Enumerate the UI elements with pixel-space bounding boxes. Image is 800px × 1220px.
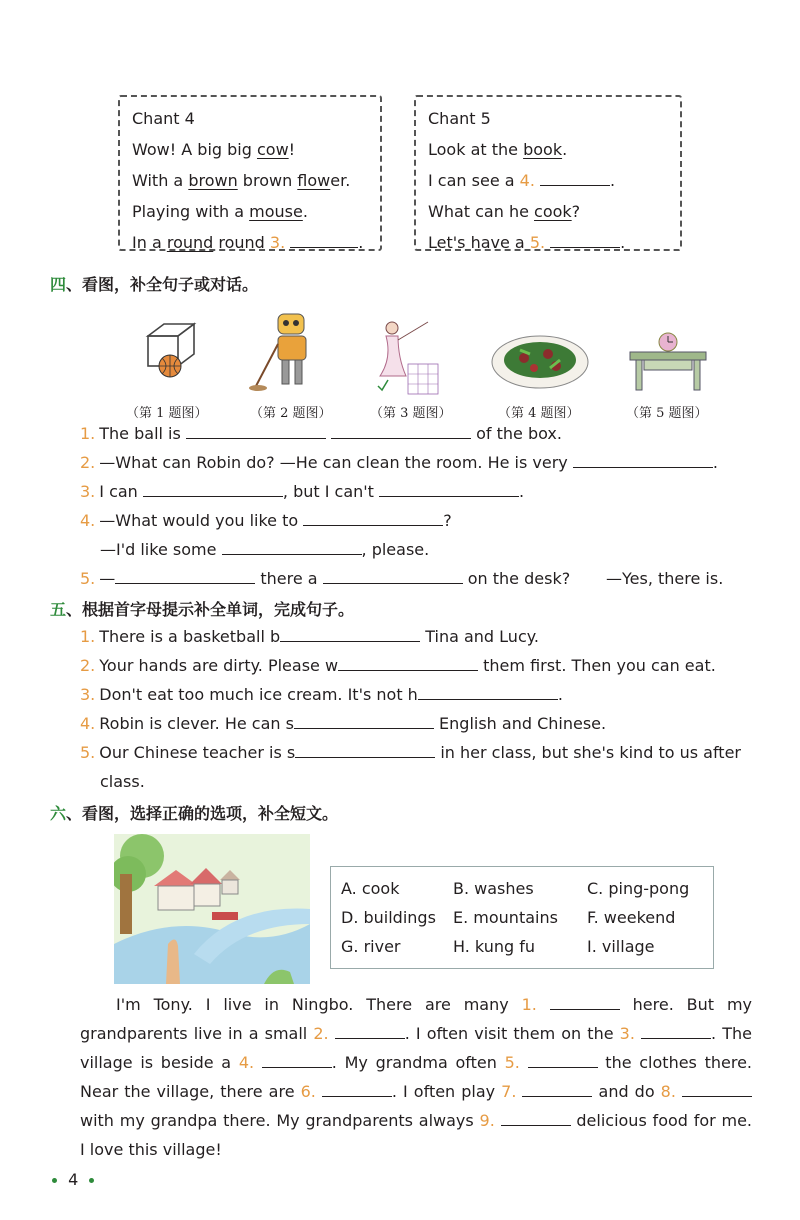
section-4-question-2: 2. —What can Robin do? —He can clean the room. He is very . xyxy=(80,453,718,472)
answer-blank-4[interactable] xyxy=(540,171,610,186)
answer-blank-4[interactable] xyxy=(262,1053,332,1068)
answer-blank-2[interactable] xyxy=(335,1024,405,1039)
chant-4-line-1: Wow! A big big cow! xyxy=(132,140,296,159)
picture-2-robot-sweeping xyxy=(248,308,320,394)
answer-blank-9[interactable] xyxy=(501,1111,571,1126)
answer-blank[interactable] xyxy=(115,569,255,584)
answer-blank[interactable] xyxy=(143,482,283,497)
chant-4-title: Chant 4 xyxy=(132,109,195,128)
chant-5-line-2: I can see a 4. . xyxy=(428,171,616,190)
option-e: E. mountains xyxy=(453,908,558,927)
section-5-heading: 五、根据首字母提示补全单词，完成句子。 xyxy=(50,600,355,619)
passage: I'm Tony. I live in Ningbo. There are many 1. here. But my grandparents live in a small 2. . I often visit them on the 3. . The village is beside a 4. . My grandma often 5. the clothes there. Near the village, there are 6. . I often play 7. and do 8. with my grandpa there. My grandparents always 9. delicious food for me. I love this village! xyxy=(80,995,753,1159)
section-4-question-4: 4. —What would you like to ? xyxy=(80,511,452,530)
answer-blank[interactable] xyxy=(294,714,434,729)
village-picture xyxy=(114,834,310,984)
answer-blank-6[interactable] xyxy=(322,1082,392,1097)
option-d: D. buildings xyxy=(341,908,436,927)
caption-5: （第 5 题图） xyxy=(626,406,708,421)
caption-2: （第 2 题图） xyxy=(250,406,332,421)
section-5-question-1: 1. There is a basketball b Tina and Lucy. xyxy=(80,627,540,646)
caption-1: （第 1 题图） xyxy=(126,406,208,421)
chant-4-box xyxy=(118,95,382,251)
picture-5-desk-clock xyxy=(626,330,710,394)
option-c: C. ping-pong xyxy=(587,879,690,898)
picture-1-box-ball xyxy=(140,318,200,380)
page-dot-left xyxy=(52,1178,57,1183)
caption-3: （第 3 题图） xyxy=(370,406,452,421)
option-a: A. cook xyxy=(341,879,400,898)
section-4-question-5: 5. — there a on the desk? xyxy=(80,569,571,588)
section-4-question-1: 1. The ball is of the box. xyxy=(80,424,562,443)
chant-4-line-3: Playing with a mouse. xyxy=(132,202,308,221)
answer-blank[interactable] xyxy=(295,743,435,758)
answer-blank[interactable] xyxy=(303,511,443,526)
page-dot-right xyxy=(89,1178,94,1183)
answer-blank[interactable] xyxy=(573,453,713,468)
answer-blank[interactable] xyxy=(379,482,519,497)
option-g: G. river xyxy=(341,937,401,956)
answer-blank[interactable] xyxy=(418,685,558,700)
chant-4-line-4: In a round round 3. . xyxy=(132,233,364,252)
section-5-question-2: 2. Your hands are dirty. Please w them first. Then you can eat. xyxy=(80,656,716,675)
option-f: F. weekend xyxy=(587,908,676,927)
option-b: B. washes xyxy=(453,879,534,898)
section-4-question-3: 3. I can , but I can't . xyxy=(80,482,525,501)
section-4-heading: 四、看图，补全句子或对话。 xyxy=(50,275,259,294)
answer-blank-3[interactable] xyxy=(290,233,358,248)
chant-5-box xyxy=(414,95,682,251)
section-5-question-5-cont: class. xyxy=(100,772,145,791)
answer-blank[interactable] xyxy=(186,424,326,439)
section-4-question-4-reply: —I'd like some , please. xyxy=(100,540,430,559)
chant-5-line-4: Let's have a 5. . xyxy=(428,233,626,252)
section-4-question-5-answer: —Yes, there is. xyxy=(606,569,724,588)
picture-3-girl-dancing xyxy=(372,318,444,396)
options-box xyxy=(330,866,714,969)
caption-4: （第 4 题图） xyxy=(498,406,580,421)
answer-blank-5[interactable] xyxy=(550,233,620,248)
section-6-heading: 六、看图，选择正确的选项，补全短文。 xyxy=(50,804,339,823)
chant-4-line-2: With a brown brown flower. xyxy=(132,171,351,190)
chant-5-title: Chant 5 xyxy=(428,109,491,128)
section-5-question-5: 5. Our Chinese teacher is s in her class, but she's kind to us after xyxy=(80,743,741,762)
option-i: I. village xyxy=(587,937,655,956)
chant-5-line-1: Look at the book. xyxy=(428,140,568,159)
page-number: 4 xyxy=(52,1170,94,1189)
answer-blank-8[interactable] xyxy=(682,1082,752,1097)
answer-blank[interactable] xyxy=(338,656,478,671)
section-5-question-3: 3. Don't eat too much ice cream. It's not h . xyxy=(80,685,563,704)
answer-blank[interactable] xyxy=(280,627,420,642)
answer-blank[interactable] xyxy=(323,569,463,584)
option-h: H. kung fu xyxy=(453,937,535,956)
answer-blank-3[interactable] xyxy=(641,1024,711,1039)
answer-blank-7[interactable] xyxy=(522,1082,592,1097)
answer-blank-1[interactable] xyxy=(550,995,620,1010)
answer-blank[interactable] xyxy=(331,424,471,439)
picture-4-salad-plate xyxy=(490,330,590,390)
section-5-question-4: 4. Robin is clever. He can s English and Chinese. xyxy=(80,714,607,733)
answer-blank-5[interactable] xyxy=(528,1053,598,1068)
answer-blank[interactable] xyxy=(222,540,362,555)
chant-5-line-3: What can he cook? xyxy=(428,202,581,221)
